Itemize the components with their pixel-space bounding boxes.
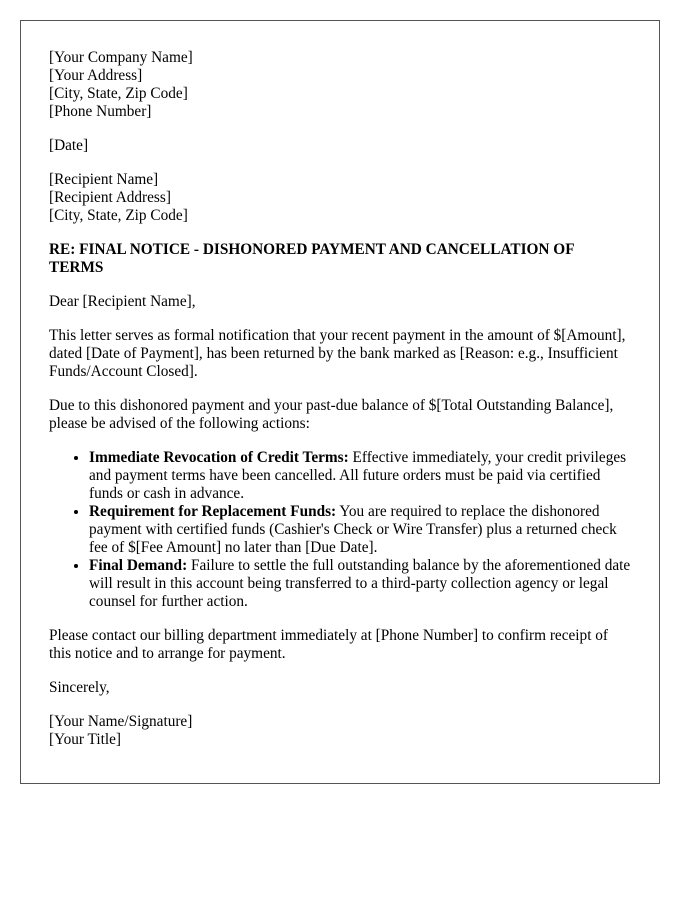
closing: Sincerely, (49, 679, 110, 696)
action-text: Effective immediately, your credit privileges and payment terms have been cancelled. All future orders must be paid via certified funds or cash in advance. (89, 449, 627, 502)
subject-line: RE: FINAL NOTICE - DISHONORED PAYMENT AND CANCELLATION OF TERMS (49, 241, 574, 276)
date-block (49, 137, 631, 155)
recipient-city-state-zip: [City, State, Zip Code] (49, 207, 188, 224)
salutation: Dear [Recipient Name], (49, 293, 196, 310)
letter-date: [Date] (49, 137, 89, 154)
actions-intro-paragraph: Due to this dishonored payment and your past-due balance of $[Total Outstanding Balance], please be advised of the following actions: (49, 397, 614, 432)
sender-address: [Your Address] (49, 67, 143, 84)
recipient-name: [Recipient Name] (49, 171, 159, 188)
recipient-block (49, 171, 631, 225)
sender-block (49, 49, 631, 121)
letter-document (20, 20, 660, 784)
action-title: Requirement for Replacement Funds: (89, 503, 337, 520)
list-item (89, 449, 631, 503)
list-item (89, 557, 631, 611)
recipient-address: [Recipient Address] (49, 189, 171, 206)
sender-city-state-zip: [City, State, Zip Code] (49, 85, 188, 102)
signature-name: [Your Name/Signature] (49, 713, 193, 730)
action-text: Failure to settle the full outstanding balance by the aforementioned date will result in this account being transferred to a third-party collection agency or legal counsel for further action. (89, 557, 631, 610)
actions-list (49, 449, 631, 611)
action-text: You are required to replace the dishonored payment with certified funds (Cashier's Check or Wire Transfer) plus a returned check fee of $[Fee Amount] no later than [Due Date]. (89, 503, 617, 556)
list-item (89, 503, 631, 557)
intro-paragraph: This letter serves as formal notification that your recent payment in the amount of $[Amount], dated [Date of Payment], has been returned by the bank marked as [Reason: e.g., Insufficient Funds/Account Closed]. (49, 327, 626, 380)
action-title: Final Demand: (89, 557, 188, 574)
action-title: Immediate Revocation of Credit Terms: (89, 449, 349, 466)
signature-block (49, 713, 631, 749)
signature-title: [Your Title] (49, 731, 121, 748)
contact-paragraph: Please contact our billing department immediately at [Phone Number] to confirm receipt of this notice and to arrange for payment. (49, 627, 609, 662)
sender-company: [Your Company Name] (49, 49, 193, 66)
sender-phone: [Phone Number] (49, 103, 152, 120)
